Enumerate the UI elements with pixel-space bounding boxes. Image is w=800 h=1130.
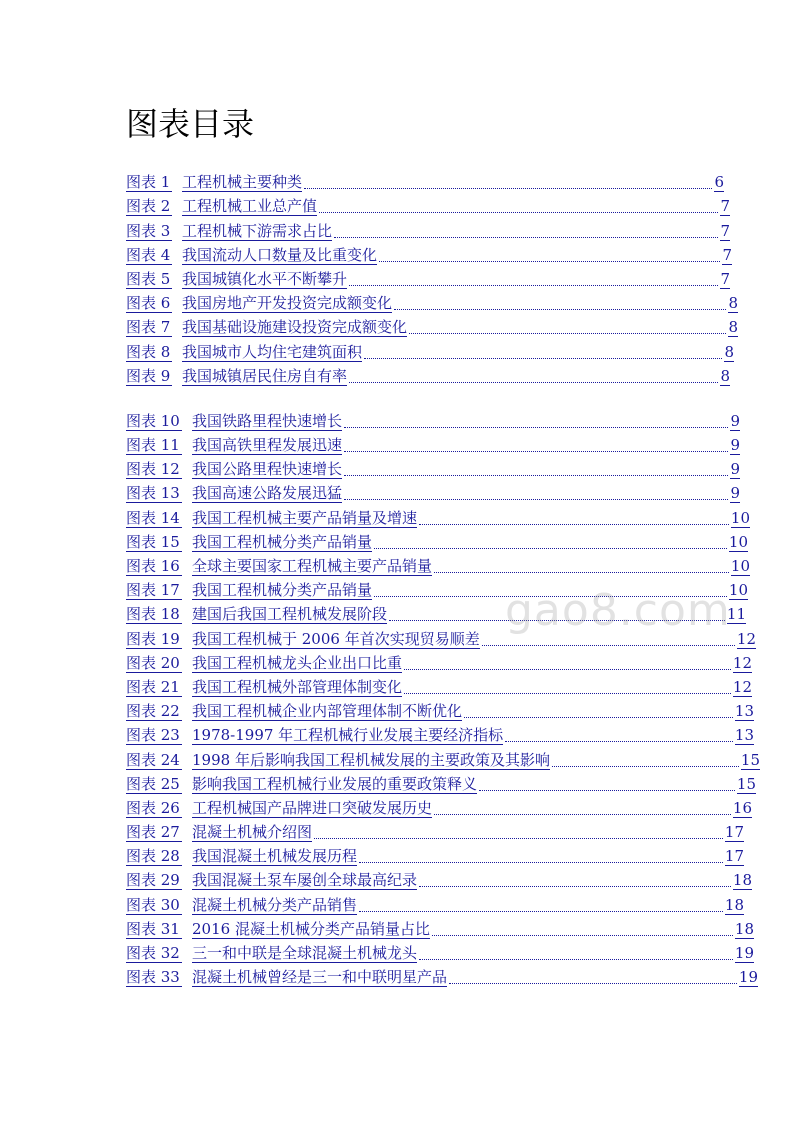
toc-entry[interactable]: [126, 721, 754, 745]
toc-entry-page: 16: [732, 798, 752, 817]
toc-entry-label: 图表 3: [126, 221, 171, 240]
toc-entry-label: 图表 18: [126, 605, 182, 624]
toc-entry-page: 18: [724, 895, 744, 914]
toc-entry-title: 我国公路里程快速增长: [192, 460, 343, 479]
toc-leader: [344, 499, 728, 500]
toc-entry-label: 图表 1: [126, 173, 171, 192]
toc-entry-label: 图表 31: [126, 920, 182, 939]
toc-entry-page: 7: [720, 197, 730, 216]
toc-leader: [464, 717, 733, 718]
toc-entry[interactable]: [126, 915, 754, 939]
toc-entry[interactable]: [126, 600, 746, 624]
toc-entry-page: 6: [714, 173, 724, 192]
toc-entry-title: 我国高铁里程发展迅速: [192, 436, 343, 455]
toc-entry[interactable]: [126, 649, 752, 673]
toc-entry-page: 9: [730, 484, 740, 503]
toc-leader: [482, 645, 735, 646]
toc-entry-title: 我国工程机械企业内部管理体制不断优化: [192, 702, 463, 721]
toc-entry[interactable]: [126, 503, 750, 527]
toc-entry-title: 我国城镇居民住房自有率: [182, 366, 348, 385]
toc-entry[interactable]: [126, 362, 730, 386]
toc-leader: [379, 261, 720, 262]
toc-entry-label: 图表 17: [126, 581, 182, 600]
toc-entry-label: 图表 8: [126, 342, 171, 361]
toc-entry-page: 9: [730, 436, 740, 455]
toc-entry[interactable]: [126, 479, 740, 503]
toc-entry-label: 图表 26: [126, 799, 182, 818]
page-title: 图表目录: [126, 105, 255, 143]
toc-entry[interactable]: [126, 455, 740, 479]
toc-entry-title: 2016 混凝土机械分类产品销量占比: [192, 919, 430, 938]
toc-leader: [449, 983, 737, 984]
toc-entry-page: 15: [740, 750, 760, 769]
toc-entry-label: 图表 10: [126, 412, 182, 431]
toc-leader: [364, 358, 722, 359]
toc-entry-label: 图表 29: [126, 871, 182, 890]
toc-entry-label: 图表 21: [126, 678, 182, 697]
toc-entry[interactable]: [126, 818, 744, 842]
toc-entry[interactable]: [126, 576, 748, 600]
toc-leader: [389, 620, 725, 621]
toc-entry-title: 我国工程机械分类产品销量: [192, 581, 373, 600]
toc-entry-title: 工程机械主要种类: [182, 173, 303, 192]
toc-entry-label: 图表 20: [126, 654, 182, 673]
toc-entry-label: 图表 28: [126, 847, 182, 866]
toc-leader: [334, 237, 718, 238]
toc-entry-page: 9: [730, 460, 740, 479]
toc-entry-page: 11: [726, 605, 746, 624]
toc-entry-title: 我国城市人均住宅建筑面积: [182, 342, 363, 361]
toc-entry-label: 图表 12: [126, 460, 182, 479]
toc-entry-title: 工程机械工业总产值: [182, 197, 318, 216]
toc-entry-label: 图表 23: [126, 726, 182, 745]
toc-entry-label: 图表 11: [126, 436, 182, 455]
toc-entry-title: 我国工程机械分类产品销量: [192, 532, 373, 551]
toc-entry[interactable]: [126, 842, 744, 866]
toc-entry-title: 我国工程机械外部管理体制变化: [192, 677, 403, 696]
toc-entry-page: 10: [728, 532, 748, 551]
toc-leader: [349, 285, 718, 286]
toc-leader: [505, 741, 733, 742]
toc-entry-page: 10: [730, 557, 750, 575]
toc-entry-title: 三一和中联是全球混凝土机械龙头: [192, 944, 418, 962]
toc-entry-label: 图表 25: [126, 775, 182, 794]
toc-entry[interactable]: [126, 528, 748, 552]
toc-entry-page: 8: [720, 366, 730, 385]
toc-entry-title: 全球主要国家工程机械主要产品销量: [192, 557, 433, 575]
toc-entry[interactable]: [126, 866, 752, 890]
toc-entry-page: 19: [734, 944, 754, 962]
toc-entry-page: 8: [728, 318, 738, 337]
toc-leader: [344, 451, 728, 452]
toc-leader: [479, 790, 735, 791]
toc-leader: [419, 886, 731, 887]
toc-entry-page: 7: [720, 221, 730, 240]
toc-leader: [404, 693, 731, 694]
toc-entry[interactable]: [126, 216, 730, 240]
toc-entry-page: 18: [734, 919, 754, 938]
toc-entry[interactable]: [126, 770, 756, 794]
toc-entry-label: 图表 22: [126, 702, 182, 721]
toc-entry-label: 图表 16: [126, 557, 182, 576]
toc-leader: [419, 524, 729, 525]
toc-entry-label: 图表 32: [126, 944, 182, 963]
toc-leader: [359, 911, 723, 912]
toc-entry-page: 7: [722, 245, 732, 264]
toc-entry-title: 工程机械下游需求占比: [182, 221, 333, 240]
toc-entry-title: 我国铁路里程快速增长: [192, 411, 343, 430]
toc-entry-title: 建国后我国工程机械发展阶段: [192, 605, 388, 624]
toc-leader: [344, 427, 728, 428]
toc-entry-title: 我国流动人口数量及比重变化: [182, 245, 378, 264]
toc-entry-label: 图表 5: [126, 269, 171, 288]
toc-leader: [419, 959, 733, 960]
toc-entry-page: 7: [720, 269, 730, 288]
toc-entry-page: 8: [724, 342, 734, 361]
toc-leader: [349, 382, 718, 383]
toc-entry-page: 18: [732, 871, 752, 890]
toc-entry-title: 混凝土机械介绍图: [192, 823, 313, 842]
toc-entry-title: 1978-1997 年工程机械行业发展主要经济指标: [192, 726, 504, 745]
toc-entry-label: 图表 33: [126, 968, 182, 987]
toc-entry[interactable]: [126, 794, 752, 818]
toc-entry-page: 13: [734, 726, 754, 745]
toc-entry-title: 工程机械国产品牌进口突破发展历史: [192, 798, 433, 817]
toc-entry-page: 9: [730, 411, 740, 430]
toc-entry-title: 影响我国工程机械行业发展的重要政策释义: [192, 774, 478, 793]
toc-leader: [432, 935, 733, 936]
toc-entry[interactable]: [126, 963, 758, 987]
toc-entry[interactable]: [126, 407, 740, 431]
toc-entry-title: 我国工程机械龙头企业出口比重: [192, 653, 403, 672]
toc-entry[interactable]: [126, 313, 738, 337]
toc-entry-page: 17: [724, 823, 744, 842]
toc-entry[interactable]: [126, 289, 738, 313]
toc-entry-title: 我国基础设施建设投资完成额变化: [182, 318, 408, 337]
toc-entry[interactable]: [126, 337, 734, 361]
toc-leader: [304, 188, 712, 189]
toc-entry-page: 15: [736, 774, 756, 793]
toc-leader: [434, 814, 731, 815]
toc-entry-title: 我国混凝土机械发展历程: [192, 847, 358, 866]
toc-entry-label: 图表 7: [126, 318, 171, 337]
toc-entry-label: 图表 15: [126, 533, 182, 552]
toc-entry-page: 13: [734, 702, 754, 721]
toc-entry[interactable]: [126, 241, 732, 265]
toc-entry[interactable]: [126, 745, 760, 769]
toc-entry-label: 图表 14: [126, 509, 182, 528]
toc-entry-page: 19: [738, 968, 758, 987]
toc-entry-page: 10: [730, 508, 750, 527]
toc-entry-label: 图表 2: [126, 197, 171, 216]
toc-entry-title: 我国工程机械于 2006 年首次实现贸易顺差: [192, 629, 480, 648]
toc-entry-page: 12: [736, 629, 756, 648]
table-of-figures: [126, 168, 766, 987]
toc-leader: [319, 212, 718, 213]
toc-entry-title: 我国混凝土泵车屡创全球最高纪录: [192, 871, 418, 890]
toc-entry-page: 8: [728, 294, 738, 313]
toc-entry-label: 图表 6: [126, 294, 171, 313]
toc-entry-label: 图表 24: [126, 751, 182, 770]
toc-leader: [394, 309, 726, 310]
toc-entry-page: 12: [732, 653, 752, 672]
toc-entry-label: 图表 19: [126, 630, 182, 649]
toc-leader: [409, 333, 726, 334]
toc-entry[interactable]: [126, 552, 750, 576]
toc-entry-title: 混凝土机械分类产品销售: [192, 895, 358, 914]
toc-leader: [374, 548, 727, 549]
toc-leader: [552, 766, 739, 767]
toc-leader: [374, 596, 727, 597]
toc-group-2: [126, 407, 766, 988]
toc-entry-label: 图表 13: [126, 484, 182, 503]
toc-entry-title: 我国城镇化水平不断攀升: [182, 269, 348, 288]
toc-entry-label: 图表 27: [126, 823, 182, 842]
toc-entry-label: 图表 9: [126, 366, 171, 385]
toc-leader: [404, 669, 731, 670]
toc-entry-page: 17: [724, 847, 744, 866]
toc-entry[interactable]: [126, 697, 754, 721]
toc-entry-title: 混凝土机械曾经是三一和中联明星产品: [192, 968, 448, 987]
toc-leader: [434, 572, 729, 573]
toc-leader: [344, 475, 728, 476]
toc-entry-title: 1998 年后影响我国工程机械发展的主要政策及其影响: [192, 750, 550, 769]
toc-entry-title: 我国工程机械主要产品销量及增速: [192, 508, 418, 527]
toc-entry-label: 图表 30: [126, 896, 182, 915]
toc-entry-title: 我国高速公路发展迅猛: [192, 484, 343, 503]
toc-entry[interactable]: [126, 890, 744, 914]
toc-group-1: [126, 168, 766, 386]
toc-entry[interactable]: [126, 168, 724, 192]
toc-entry-page: 10: [728, 581, 748, 600]
toc-entry[interactable]: [126, 431, 740, 455]
toc-entry-label: 图表 4: [126, 245, 171, 264]
toc-entry[interactable]: [126, 624, 756, 648]
toc-entry[interactable]: [126, 265, 730, 289]
toc-entry-page: 12: [732, 677, 752, 696]
toc-leader: [359, 862, 723, 863]
toc-entry-title: 我国房地产开发投资完成额变化: [182, 294, 393, 313]
toc-leader: [314, 838, 723, 839]
watermark-text: gao8.com: [505, 585, 731, 636]
toc-entry[interactable]: [126, 192, 730, 216]
toc-entry[interactable]: [126, 939, 754, 963]
toc-entry[interactable]: [126, 673, 752, 697]
